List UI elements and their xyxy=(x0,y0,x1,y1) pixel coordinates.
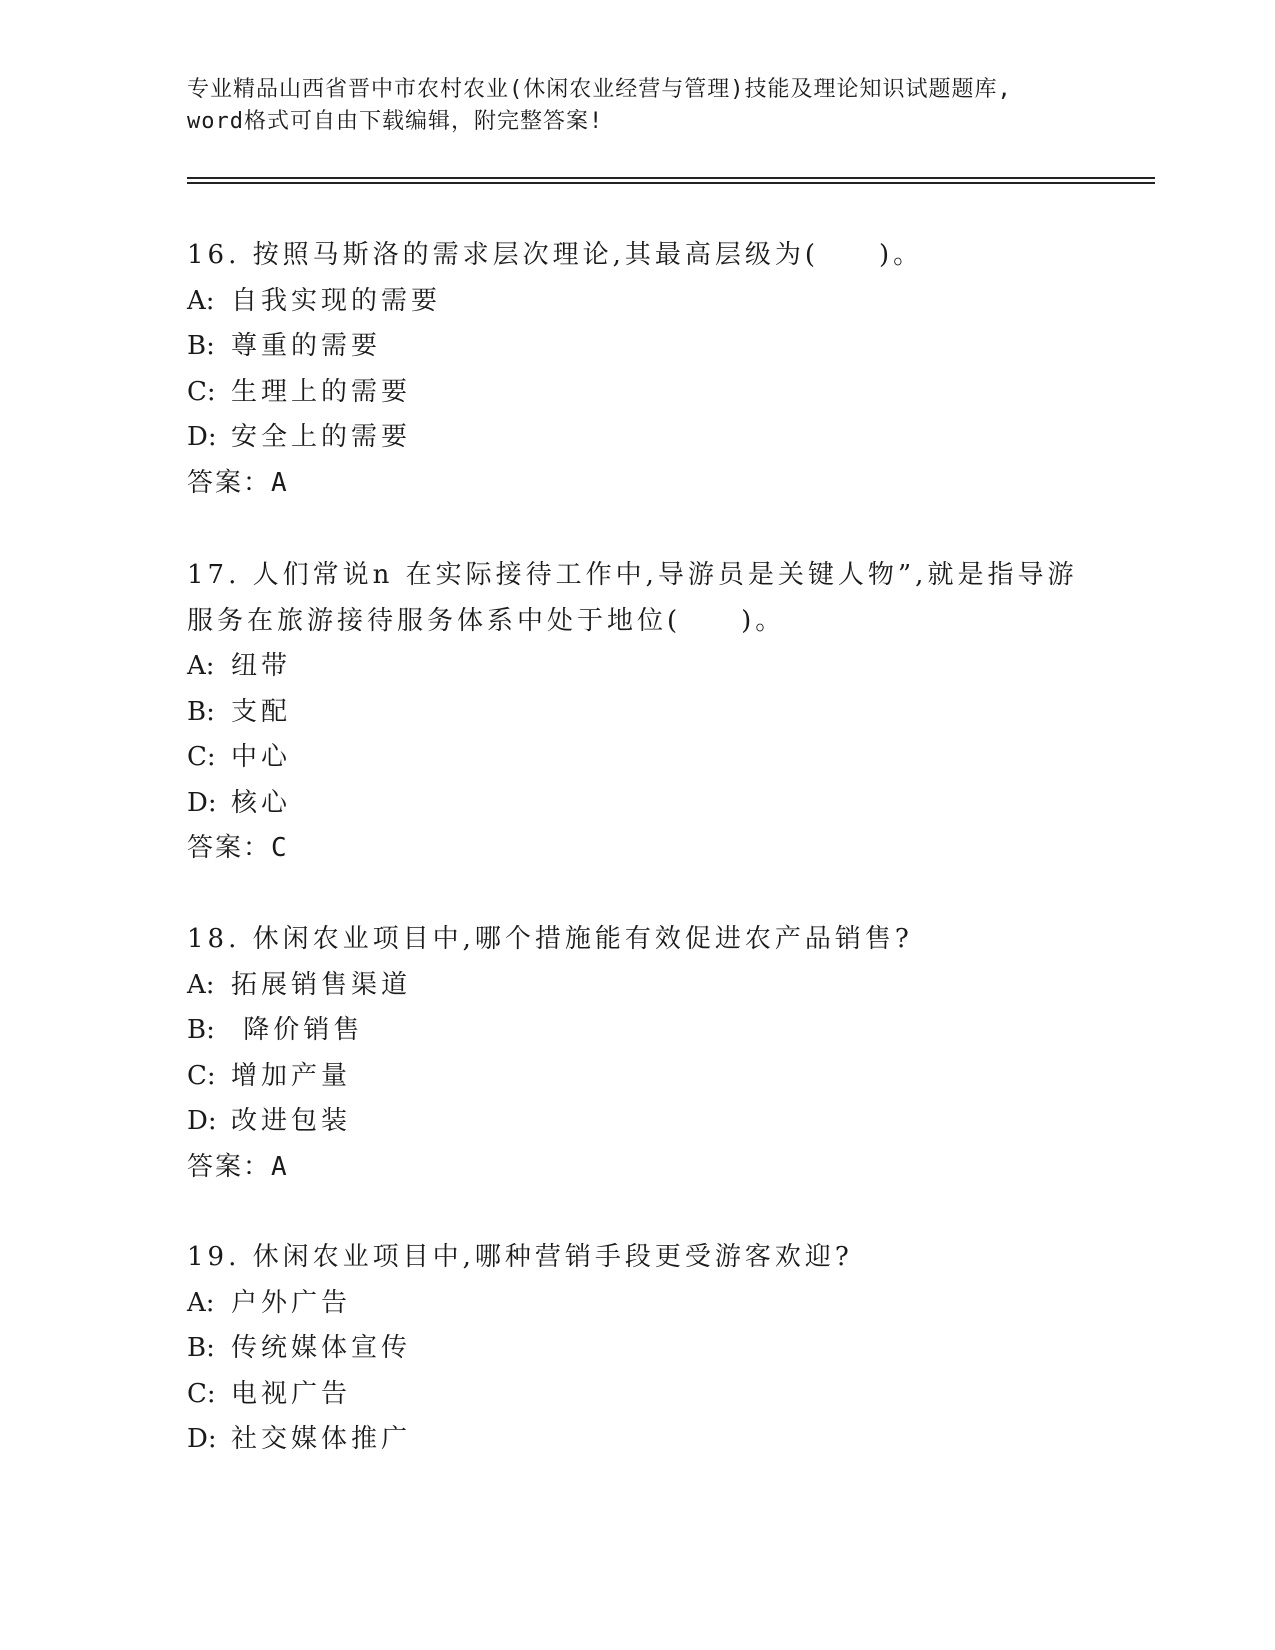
option-text: 自我实现的需要 xyxy=(231,285,442,316)
header-title-line-1: 专业精品山西省晋中市农村农业(休闲农业经营与管理)技能及理论知识试题题库, xyxy=(187,77,1012,102)
option-c xyxy=(187,735,1087,781)
option-letter: A: xyxy=(187,1287,215,1318)
option-a xyxy=(187,963,1087,1009)
option-letter: B: xyxy=(187,331,215,361)
option-c xyxy=(187,1372,1087,1418)
question-stem-line-2: 服务在旅游接待服务体系中处于地位( )。 xyxy=(187,605,786,636)
option-text: 社交媒体推广 xyxy=(231,1424,412,1454)
option-letter: A: xyxy=(187,285,215,316)
option-letter: B: xyxy=(187,696,215,727)
option-text: 传统媒体宣传 xyxy=(231,1333,412,1363)
option-text: 中心 xyxy=(231,742,292,772)
option-c xyxy=(187,1054,1087,1100)
question-stem: 16. 按照马斯洛的需求层次理论,其最高层级为( )。 xyxy=(187,240,924,270)
question-16 xyxy=(187,233,1087,506)
option-letter: C: xyxy=(187,376,216,407)
answer-value: A xyxy=(271,1151,289,1182)
option-b xyxy=(187,690,1087,736)
option-letter: D: xyxy=(187,422,217,452)
option-a xyxy=(187,1281,1087,1327)
answer xyxy=(187,826,1087,872)
option-text: 拓展销售渠道 xyxy=(231,969,412,1000)
option-letter: D: xyxy=(187,1106,217,1136)
option-text: 核心 xyxy=(231,787,292,818)
option-letter: C: xyxy=(187,1060,216,1091)
option-d xyxy=(187,415,1087,461)
option-text: 尊重的需要 xyxy=(231,331,382,361)
answer xyxy=(187,1145,1087,1191)
option-text: 支配 xyxy=(231,696,292,727)
option-a xyxy=(187,644,1087,690)
question-17 xyxy=(187,553,1087,872)
option-text: 户外广告 xyxy=(231,1287,352,1318)
question-stem: 18. 休闲农业项目中,哪个措施能有效促进农产品销售? xyxy=(187,924,913,954)
answer xyxy=(187,461,1087,507)
option-text: 安全上的需要 xyxy=(231,422,412,452)
option-letter: B: xyxy=(187,1015,215,1045)
option-text: 生理上的需要 xyxy=(231,376,412,407)
answer-value: A xyxy=(271,467,289,498)
option-d xyxy=(187,1417,1087,1463)
option-letter: A: xyxy=(187,651,215,681)
answer-label: 答案： xyxy=(187,467,272,498)
option-letter: C: xyxy=(187,742,216,772)
question-stem: 19. 休闲农业项目中,哪种营销手段更受游客欢迎? xyxy=(187,1242,853,1272)
option-text: 增加产量 xyxy=(231,1060,352,1091)
option-letter: A: xyxy=(187,969,215,1000)
header-title-line-2: word格式可自由下载编辑，附完整答案! xyxy=(187,109,604,134)
option-letter: D: xyxy=(187,787,217,818)
option-d xyxy=(187,1099,1087,1145)
option-text: 改进包装 xyxy=(231,1106,352,1136)
option-text: 纽带 xyxy=(231,651,292,681)
option-b xyxy=(187,324,1087,370)
option-b xyxy=(187,1326,1087,1372)
option-b xyxy=(187,1008,1087,1054)
option-letter: D: xyxy=(187,1424,217,1454)
option-text: 降价销售 xyxy=(231,1015,364,1045)
header-divider-bottom xyxy=(187,182,1155,184)
question-19 xyxy=(187,1235,1087,1463)
answer-label: 答案： xyxy=(187,1151,272,1182)
question-stem-line-1: 17. 人们常说n 在实际接待工作中,导游员是关键人物”,就是指导游 xyxy=(187,560,1078,590)
answer-value: C xyxy=(271,833,289,863)
option-d xyxy=(187,781,1087,827)
header-divider-top xyxy=(187,177,1155,179)
answer-label: 答案： xyxy=(187,833,272,863)
option-letter: B: xyxy=(187,1333,215,1363)
option-text: 电视广告 xyxy=(231,1378,352,1409)
option-c xyxy=(187,370,1087,416)
document-header xyxy=(187,74,1087,138)
question-18 xyxy=(187,917,1087,1190)
option-letter: C: xyxy=(187,1378,216,1409)
option-a xyxy=(187,279,1087,325)
